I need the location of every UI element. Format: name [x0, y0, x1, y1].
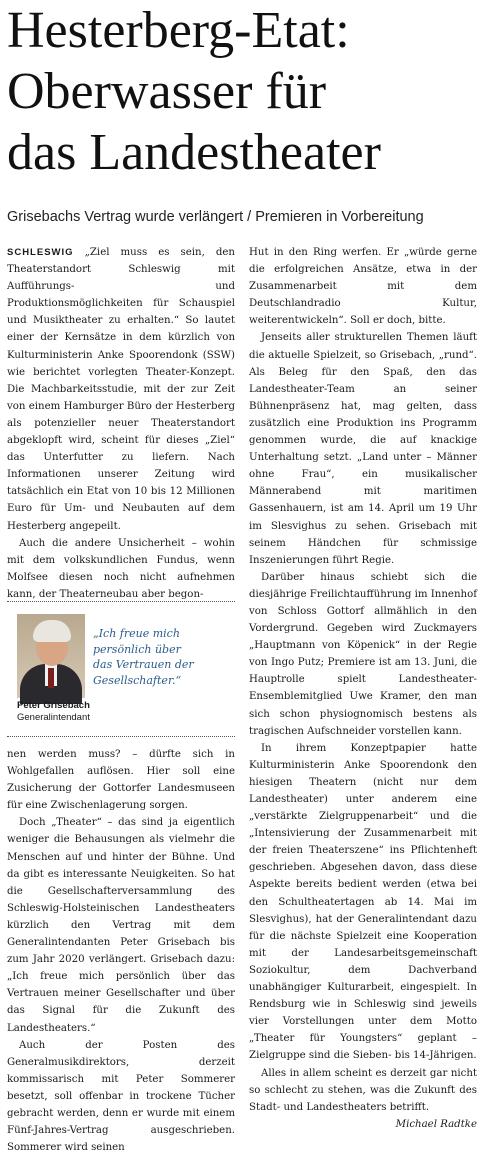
- paragraph: Darüber hinaus schiebt sich die diesjährige Freilichtaufführung im Innenhof von Schloss Gottorf allmählich in den Vordergrund. Gegeben wird Zuckmayers „Hauptmann von Köpenick“ in der Regie von Ingo Putz; Premiere ist am 13. Juni, die Hauptrolle spielt Landestheater-Ensemblemitglied Uwe Kramer, den man sich schon physiognomisch bestens als tragischen Aufschneider vorstellen kann.: [249, 571, 477, 737]
- dateline: SCHLESWIG: [7, 247, 74, 258]
- subheadline: Grisebachs Vertrag wurde verlängert / Premieren in Vorbereitung: [7, 209, 424, 225]
- paragraph: Auch der Posten des Generalmusikdirektors, derzeit kommissarisch mit Peter Sommerer besetzt, soll offenbar in trockene Tücher gebracht werden, denn er wurde mit einem Fünf-Jahres-Vertrag ausgeschrieben. Sommerer wird seinen: [7, 1039, 235, 1154]
- separator-line: [7, 736, 235, 737]
- headline-line-3: das Landestheater: [7, 124, 381, 181]
- quote-line-1: „Ich freue mich: [93, 627, 180, 640]
- quote-line-3: das Vertrauen der: [93, 658, 194, 671]
- separator-line: [7, 601, 235, 602]
- headline: [7, 0, 483, 183]
- quote-line-2: persönlich über: [93, 642, 181, 656]
- headline-line-2: Oberwasser für: [7, 63, 327, 120]
- photo-caption-name: Peter Grisebach: [17, 700, 90, 711]
- column-left-top: [7, 244, 235, 599]
- quote-line-4: Gesellschafter.“: [93, 673, 182, 687]
- photo-caption-role: Generalintendant: [17, 712, 90, 723]
- paragraph: Auch die andere Unsicherheit – wohin mit dem volkskundlichen Fundus, wenn Molfsee diesen noch nicht aufnehmen kann, der Theaterneubau aber begon-: [7, 537, 235, 600]
- paragraph-text: „Ziel muss es sein, den Theaterstandort Schleswig mit Aufführungs- und Produktionsmöglichkeiten für Schauspiel und Musiktheater zu erhalten.“ So lautet einer der Kernsätze in dem kürzlich von Kulturministerin Anke Spoorendonk (SSW) wie berichtet vorlegten Theater-Konzept. Die Machbarkeitsstudie, mit der zur Zeit von einem Hamburger Büro der Hesterberg als potenzieller neuer Theaterstandort abgeklopft wird, scheint für dieses „Ziel“ das Unterfutter zu liefern. Nach Informationen unserer Zeitung wird tatsächlich ein Etat von 10 bis 12 Millionen Euro für Um- und Neubauten auf dem Hesterberg angepeilt.: [7, 247, 235, 532]
- paragraph: Doch „Theater“ – das sind ja eigentlich weniger die Behausungen als vielmehr die Menschen auf und hinter der Bühne. Und da gibt es interessante Neuigkeiten. So hat die Gesellschafterversammlung des Schleswig-Holsteinischen Landestheaters kürzlich den Vertrag mit dem Generalintendanten Peter Grisebach bis zum Jahr 2020 verlängert. Grisebach dazu: „Ich freue mich persönlich über das Vertrauen meiner Gesellschafter und über das Signal für die Zukunft des Landestheaters.“: [7, 817, 235, 1034]
- paragraph: Hut in den Ring werfen. Er „würde gerne die erfolgreichen Ansätze, etwa in der Zusammenarbeit mit dem Deutschlandradio Kultur, weiterentwickeln“. Soll er doch, bitte.: [249, 247, 477, 327]
- column-left-bottom: [7, 746, 235, 1154]
- paragraph: [249, 1065, 477, 1130]
- column-right: [249, 244, 477, 1131]
- paragraph: Jenseits aller strukturellen Themen läuft die aktuelle Spielzeit, so Grisebach, „rund“. Als Beleg für den Spaß, den das Landestheater-Team an seiner Bühnenpräsenz hat, mag gelten, dass zusätzlich eine Produktion ins Programm genommen wurde, die auf knackige Unterhaltung setzt. „Land unter – Männer ohne Frau“, ein musikalischer Männerabend mit maritimen Gassenhauern, ist am 14. April um 19 Uhr im Slesvighus zu sehen. Grisebach mit seinem Händchen für schmissige Inszenierungen führt Regie.: [249, 332, 477, 566]
- author-byline: Michael Radtke: [395, 1118, 477, 1130]
- paragraph: nen werden muss? – dürfte sich in Wohlgefallen auflösen. Hier soll eine Zusicherung der Gottorfer Landesmuseen für eine Zwischenlagerung sorgen.: [7, 749, 235, 812]
- pull-quote: [93, 626, 233, 688]
- portrait-photo: [17, 614, 85, 698]
- quote-box: [7, 608, 235, 736]
- paragraph: In ihrem Konzeptpapier hatte Kulturministerin Anke Spoorendonk den hiesigen Theatern (nicht nur dem Landestheater) unter anderem eine „verstärkte Zielgruppenarbeit“ und die „Intensivierung der Zusammenarbeit mit der freien Theaterszene“ ins Pflichtenheft geschrieben. Abgesehen davon, dass diese Aspekte bereits bedient werden (etwa bei den Schultheatertagen ab 14. Mai im Slesvighus), hat der Generalintendant dazu für die nächste Spielzeit eine Kooperation mit der Landesarbeitsgemeinschaft Soziokultur, dem Dachverband unabhängiger Kulturarbeit, eingespielt. In Rendsburg wie in Schleswig sind jeweils vier Vorstellungen unter dem Motto „Theater für Youngsters“ geplant – Zielgruppe sind die Sieben- bis 14-Jährigen.: [249, 742, 477, 1062]
- paragraph: [7, 244, 235, 535]
- paragraph-text: Alles in allem scheint es derzeit gar nicht so schlecht zu stehen, was die Zukunft des Stadt- und Landestheaters betrifft.: [249, 1067, 477, 1113]
- headline-line-1: Hesterberg-Etat:: [7, 2, 350, 59]
